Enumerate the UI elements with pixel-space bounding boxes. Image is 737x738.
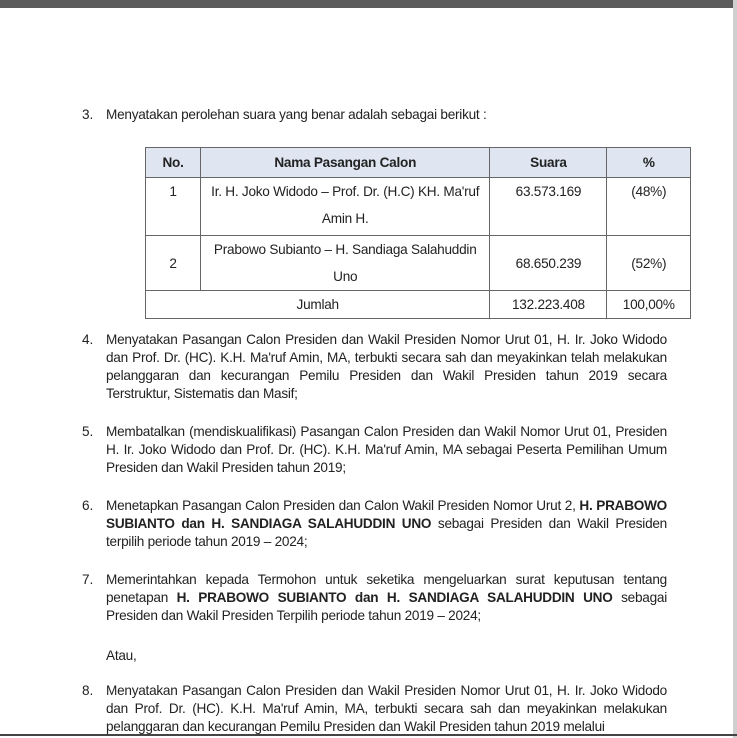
- cell-percent: (52%): [607, 236, 691, 291]
- header-percent: %: [607, 148, 691, 178]
- list-item-8: [82, 682, 667, 734]
- table-row: [146, 236, 691, 291]
- cell-percent: (48%): [607, 178, 691, 236]
- alternative-note: [82, 647, 667, 665]
- list-item-3: [82, 106, 667, 124]
- item-number: 4.: [82, 332, 94, 347]
- top-dark-edge: [0, 0, 737, 8]
- cell-name-line-1: Ir. H. Joko Widodo – Prof. Dr. (H.C) KH. Ma'ruf: [211, 184, 480, 199]
- table-total-row: [146, 291, 691, 319]
- header-no: No.: [146, 148, 201, 178]
- item-text-bold: H. PRABOWO SUBIANTO dan H. SANDIAGA SALAHUDDIN UNO: [106, 498, 668, 531]
- list-item-7: [82, 571, 667, 625]
- bottom-edge-line: [0, 734, 737, 736]
- list-item-6: [82, 497, 667, 551]
- cell-no: 1: [146, 178, 201, 236]
- item-text-bold: H. PRABOWO SUBIANTO dan H. SANDIAGA SALAHUDDIN UNO: [176, 590, 613, 605]
- item-text-post: sebagai Presiden dan Wakil Presiden Terpilih periode tahun 2019 – 2024;: [106, 590, 667, 623]
- item-number: 6.: [82, 498, 94, 513]
- document-page: [0, 8, 733, 734]
- item-text: Membatalkan (mendiskualifikasi) Pasangan Calon Presiden dan Wakil Nomor Urut 01, Presiden H. Ir. Joko Widodo dan Prof. Dr. (HC). K.H. Ma'ruf Amin, MA sebagai Peserta Pemilihan Umum Presiden dan Wakil Presiden tahun 2019;: [106, 424, 667, 475]
- right-page-edge: [733, 0, 737, 738]
- item-number: 8.: [82, 683, 94, 698]
- list-item-4: [82, 331, 667, 403]
- cell-suara: 68.650.239: [490, 236, 607, 291]
- cell-total-suara: 132.223.408: [490, 291, 607, 319]
- header-suara: Suara: [490, 148, 607, 178]
- item-number: 3.: [82, 107, 94, 122]
- item-text-post: sebagai Presiden dan Wakil Presiden terpilih periode tahun 2019 – 2024;: [106, 516, 667, 549]
- item-text: [106, 571, 667, 625]
- cell-total-percent: 100,00%: [607, 291, 691, 319]
- item-text-pre: Menetapkan Pasangan Calon Presiden dan Calon Wakil Presiden Nomor Urut 2,: [106, 498, 576, 513]
- item-text: Menyatakan perolehan suara yang benar adalah sebagai berikut :: [106, 107, 487, 122]
- cell-total-label: Jumlah: [146, 291, 490, 319]
- vote-results-table: [145, 147, 691, 319]
- item-text-pre: Memerintahkan kepada Termohon untuk seketika mengeluarkan surat keputusan tentang penetapan: [106, 572, 667, 605]
- list-item-5: [82, 423, 667, 477]
- item-text: [106, 497, 667, 551]
- item-number: 7.: [82, 572, 94, 587]
- cell-no: 2: [146, 236, 201, 291]
- cell-name: [201, 178, 490, 236]
- cell-name-line-2: Amin H.: [321, 211, 369, 226]
- item-text: Menyatakan Pasangan Calon Presiden dan Wakil Presiden Nomor Urut 01, H. Ir. Joko Widodo dan Prof. Dr. (HC). K.H. Ma'ruf Amin, MA, terbukti secara sah dan meyakinkan melakukan pelanggaran dan kecurangan Pemilu Presiden dan Wakil Presiden tahun 2019 melalui: [106, 683, 667, 734]
- table-header-row: [146, 148, 691, 178]
- item-text: Menyatakan Pasangan Calon Presiden dan Wakil Presiden Nomor Urut 01, H. Ir. Joko Widodo dan Prof. Dr. (HC). K.H. Ma'ruf Amin, MA, terbukti secara sah dan meyakinkan telah melakukan pelanggaran dan kecurangan Pemilu Presiden dan Wakil Presiden tahun 2019 secara Terstruktur, Sistematis dan Masif;: [106, 332, 667, 401]
- item-number: 5.: [82, 424, 94, 439]
- cell-name: Prabowo Subianto – H. Sandiaga Salahuddin Uno: [201, 236, 490, 291]
- cell-suara: 63.573.169: [490, 178, 607, 236]
- header-name: Nama Pasangan Calon: [201, 148, 490, 178]
- table-row: [146, 178, 691, 236]
- atau-text: Atau,: [106, 648, 137, 663]
